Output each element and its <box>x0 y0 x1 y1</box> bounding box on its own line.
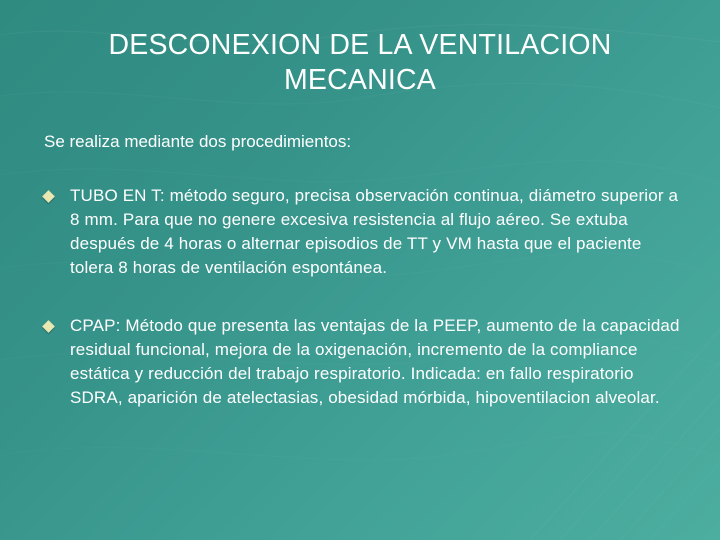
slide-title <box>60 28 660 98</box>
title-line-1: DESCONEXION DE LA VENTILACION <box>108 29 612 61</box>
procedure-list <box>44 184 684 410</box>
procedure-text-tubo-en-t: TUBO EN T: método seguro, precisa observación continua, diámetro superior a 8 mm. Para que no genere excesiva resistencia al flujo aéreo. Se extuba después de 4 horas o alternar episodios de TT y VM hasta que el paciente tolera 8 horas de ventilación espontánea. <box>70 186 679 277</box>
procedure-text-cpap: CPAP: Método que presenta las ventajas de la PEEP, aumento de la capacidad residual funcional, mejora de la oxigenación, incremento de la compliance estática y reducción del trabajo respiratorio. Indicada: en fallo respiratorio SDRA, aparición de atelectasias, obesidad mórbida, hipoventilacion alveolar. <box>70 316 680 407</box>
procedure-item-tubo-en-t <box>44 184 684 280</box>
diamond-bullet-icon <box>42 190 55 203</box>
diamond-bullet-icon <box>42 320 55 333</box>
procedure-item-cpap <box>44 314 684 410</box>
intro-text: Se realiza mediante dos procedimientos: <box>44 132 352 151</box>
title-line-2: MECANICA <box>283 64 437 96</box>
